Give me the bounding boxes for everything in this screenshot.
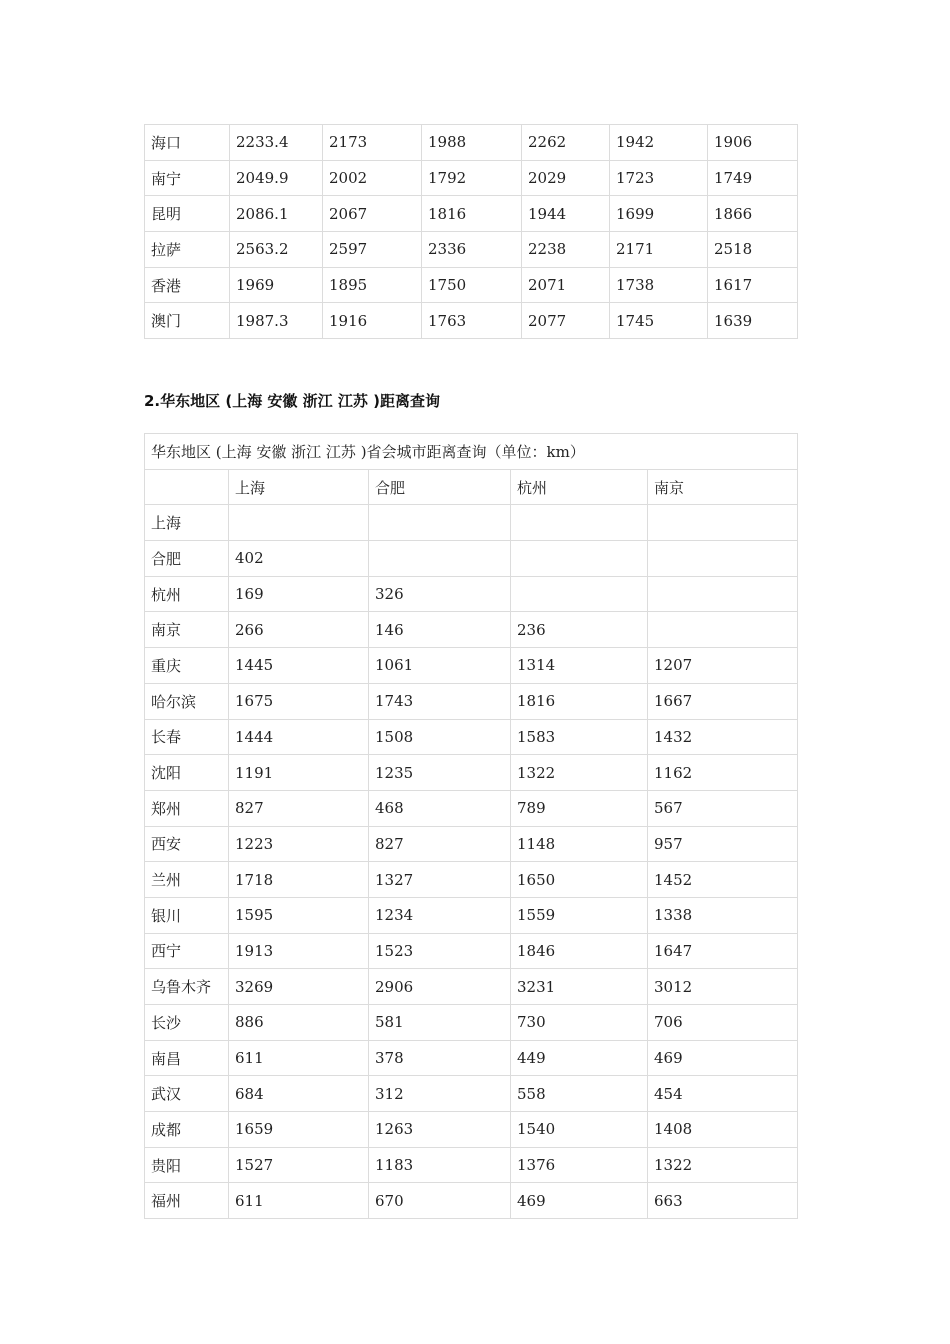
distance-cell: 2563.2 bbox=[230, 232, 323, 268]
table-row bbox=[145, 505, 798, 541]
distance-cell: 1916 bbox=[323, 303, 422, 339]
distance-cell: 1639 bbox=[708, 303, 798, 339]
table-row bbox=[145, 1112, 798, 1148]
distance-cell: 2518 bbox=[708, 232, 798, 268]
table-row bbox=[145, 826, 798, 862]
city-name-cell: 乌鲁木齐 bbox=[145, 969, 229, 1005]
table-row bbox=[145, 125, 798, 161]
city-name-cell: 香港 bbox=[145, 267, 230, 303]
distance-cell: 1942 bbox=[610, 125, 708, 161]
east-china-distance-table bbox=[144, 433, 798, 1219]
distance-cell: 1816 bbox=[422, 196, 522, 232]
table-row bbox=[145, 683, 798, 719]
distance-cell bbox=[511, 541, 648, 577]
city-name-cell: 海口 bbox=[145, 125, 230, 161]
table-row bbox=[145, 719, 798, 755]
distance-cell: 469 bbox=[648, 1040, 798, 1076]
city-name-cell: 澳门 bbox=[145, 303, 230, 339]
distance-cell: 1745 bbox=[610, 303, 708, 339]
distance-cell: 1969 bbox=[230, 267, 323, 303]
city-name-cell: 昆明 bbox=[145, 196, 230, 232]
distance-cell: 1207 bbox=[648, 648, 798, 684]
distance-cell: 1675 bbox=[229, 683, 369, 719]
distance-cell: 3269 bbox=[229, 969, 369, 1005]
distance-cell: 469 bbox=[511, 1183, 648, 1219]
distance-cell: 402 bbox=[229, 541, 369, 577]
distance-cell: 1559 bbox=[511, 897, 648, 933]
table-row bbox=[145, 267, 798, 303]
distance-cell: 684 bbox=[229, 1076, 369, 1112]
header-cell: 合肥 bbox=[369, 469, 511, 505]
table-row bbox=[145, 1040, 798, 1076]
distance-cell: 730 bbox=[511, 1005, 648, 1041]
distance-cell: 567 bbox=[648, 790, 798, 826]
distance-cell: 449 bbox=[511, 1040, 648, 1076]
distance-cell: 1595 bbox=[229, 897, 369, 933]
distance-cell: 1699 bbox=[610, 196, 708, 232]
distance-cell: 454 bbox=[648, 1076, 798, 1112]
city-name-cell: 武汉 bbox=[145, 1076, 229, 1112]
table-row bbox=[145, 648, 798, 684]
table-row bbox=[145, 612, 798, 648]
distance-cell: 2262 bbox=[522, 125, 610, 161]
distance-cell: 2029 bbox=[522, 160, 610, 196]
distance-cell: 1432 bbox=[648, 719, 798, 755]
distance-cell: 1183 bbox=[369, 1147, 511, 1183]
city-name-cell: 福州 bbox=[145, 1183, 229, 1219]
distance-cell bbox=[229, 505, 369, 541]
distance-cell: 1647 bbox=[648, 933, 798, 969]
city-name-cell: 西安 bbox=[145, 826, 229, 862]
distance-cell: 3012 bbox=[648, 969, 798, 1005]
distance-cell: 2906 bbox=[369, 969, 511, 1005]
distance-cell bbox=[369, 505, 511, 541]
distance-cell: 378 bbox=[369, 1040, 511, 1076]
distance-cell: 1148 bbox=[511, 826, 648, 862]
distance-cell bbox=[648, 505, 798, 541]
distance-cell: 2171 bbox=[610, 232, 708, 268]
distance-cell: 326 bbox=[369, 576, 511, 612]
table-row bbox=[145, 303, 798, 339]
distance-cell: 1540 bbox=[511, 1112, 648, 1148]
city-name-cell: 长春 bbox=[145, 719, 229, 755]
distance-cell: 1263 bbox=[369, 1112, 511, 1148]
distance-cell: 1408 bbox=[648, 1112, 798, 1148]
distance-cell bbox=[648, 541, 798, 577]
distance-cell: 1191 bbox=[229, 755, 369, 791]
distance-cell: 2086.1 bbox=[230, 196, 323, 232]
distance-cell: 236 bbox=[511, 612, 648, 648]
header-cell bbox=[145, 469, 229, 505]
table-row bbox=[145, 541, 798, 577]
city-name-cell: 南京 bbox=[145, 612, 229, 648]
distance-cell: 611 bbox=[229, 1040, 369, 1076]
distance-cell: 1743 bbox=[369, 683, 511, 719]
distance-cell: 2067 bbox=[323, 196, 422, 232]
distance-cell: 1723 bbox=[610, 160, 708, 196]
distance-cell: 1235 bbox=[369, 755, 511, 791]
distance-cell: 663 bbox=[648, 1183, 798, 1219]
table-caption: 华东地区 (上海 安徽 浙江 江苏 )省会城市距离查询（单位：km） bbox=[145, 434, 798, 470]
distance-cell bbox=[648, 576, 798, 612]
distance-cell: 1738 bbox=[610, 267, 708, 303]
distance-cell: 3231 bbox=[511, 969, 648, 1005]
distance-cell: 1988 bbox=[422, 125, 522, 161]
distance-cell: 581 bbox=[369, 1005, 511, 1041]
distance-cell: 1452 bbox=[648, 862, 798, 898]
table-row bbox=[145, 933, 798, 969]
city-name-cell: 成都 bbox=[145, 1112, 229, 1148]
table-header-row bbox=[145, 469, 798, 505]
table-row bbox=[145, 1147, 798, 1183]
distance-cell: 1444 bbox=[229, 719, 369, 755]
city-name-cell: 南宁 bbox=[145, 160, 230, 196]
distance-cell: 1749 bbox=[708, 160, 798, 196]
distance-cell bbox=[648, 612, 798, 648]
header-cell: 上海 bbox=[229, 469, 369, 505]
distance-cell: 146 bbox=[369, 612, 511, 648]
distance-cell: 1906 bbox=[708, 125, 798, 161]
table-row bbox=[145, 1183, 798, 1219]
table1-body bbox=[145, 125, 798, 339]
table-row bbox=[145, 790, 798, 826]
distance-cell: 1650 bbox=[511, 862, 648, 898]
distance-cell: 670 bbox=[369, 1183, 511, 1219]
table2-body bbox=[145, 434, 798, 1219]
city-name-cell: 贵阳 bbox=[145, 1147, 229, 1183]
distance-cell: 2233.4 bbox=[230, 125, 323, 161]
distance-cell: 2238 bbox=[522, 232, 610, 268]
city-name-cell: 上海 bbox=[145, 505, 229, 541]
city-name-cell: 长沙 bbox=[145, 1005, 229, 1041]
city-name-cell: 沈阳 bbox=[145, 755, 229, 791]
distance-cell: 1223 bbox=[229, 826, 369, 862]
distance-cell: 1792 bbox=[422, 160, 522, 196]
distance-cell: 1659 bbox=[229, 1112, 369, 1148]
distance-cell: 706 bbox=[648, 1005, 798, 1041]
distance-cell: 611 bbox=[229, 1183, 369, 1219]
distance-cell: 1617 bbox=[708, 267, 798, 303]
city-name-cell: 哈尔滨 bbox=[145, 683, 229, 719]
distance-cell: 2002 bbox=[323, 160, 422, 196]
distance-cell: 1527 bbox=[229, 1147, 369, 1183]
distance-cell: 2077 bbox=[522, 303, 610, 339]
table-row bbox=[145, 969, 798, 1005]
distance-cell: 886 bbox=[229, 1005, 369, 1041]
distance-cell: 2049.9 bbox=[230, 160, 323, 196]
distance-cell: 1061 bbox=[369, 648, 511, 684]
distance-cell: 1508 bbox=[369, 719, 511, 755]
distance-cell: 789 bbox=[511, 790, 648, 826]
distance-cell: 1763 bbox=[422, 303, 522, 339]
distance-cell: 1866 bbox=[708, 196, 798, 232]
distance-cell: 312 bbox=[369, 1076, 511, 1112]
distance-cell: 1338 bbox=[648, 897, 798, 933]
distance-cell bbox=[511, 576, 648, 612]
city-name-cell: 银川 bbox=[145, 897, 229, 933]
distance-cell: 1314 bbox=[511, 648, 648, 684]
distance-cell: 2597 bbox=[323, 232, 422, 268]
distance-cell bbox=[511, 505, 648, 541]
city-name-cell: 拉萨 bbox=[145, 232, 230, 268]
city-name-cell: 合肥 bbox=[145, 541, 229, 577]
header-cell: 南京 bbox=[648, 469, 798, 505]
distance-cell: 2173 bbox=[323, 125, 422, 161]
distance-cell: 1523 bbox=[369, 933, 511, 969]
distance-cell bbox=[369, 541, 511, 577]
distance-cell: 827 bbox=[229, 790, 369, 826]
table-row bbox=[145, 897, 798, 933]
city-name-cell: 杭州 bbox=[145, 576, 229, 612]
distance-cell: 1987.3 bbox=[230, 303, 323, 339]
table-row bbox=[145, 576, 798, 612]
table-row bbox=[145, 1076, 798, 1112]
distance-cell: 957 bbox=[648, 826, 798, 862]
table-row bbox=[145, 755, 798, 791]
distance-cell: 1913 bbox=[229, 933, 369, 969]
distance-cell: 1322 bbox=[648, 1147, 798, 1183]
distance-cell: 468 bbox=[369, 790, 511, 826]
distance-cell: 1944 bbox=[522, 196, 610, 232]
distance-cell: 1583 bbox=[511, 719, 648, 755]
distance-cell: 1718 bbox=[229, 862, 369, 898]
distance-cell: 1445 bbox=[229, 648, 369, 684]
distance-cell: 1234 bbox=[369, 897, 511, 933]
city-name-cell: 兰州 bbox=[145, 862, 229, 898]
city-name-cell: 南昌 bbox=[145, 1040, 229, 1076]
city-name-cell: 西宁 bbox=[145, 933, 229, 969]
distance-cell: 1376 bbox=[511, 1147, 648, 1183]
distance-cell: 558 bbox=[511, 1076, 648, 1112]
distance-cell: 827 bbox=[369, 826, 511, 862]
city-name-cell: 重庆 bbox=[145, 648, 229, 684]
distance-cell: 1816 bbox=[511, 683, 648, 719]
distance-cell: 1162 bbox=[648, 755, 798, 791]
distance-cell: 1667 bbox=[648, 683, 798, 719]
distance-cell: 1750 bbox=[422, 267, 522, 303]
section-heading: 2.华东地区 (上海 安徽 浙江 江苏 )距离查询 bbox=[144, 392, 440, 410]
distance-cell: 169 bbox=[229, 576, 369, 612]
distance-cell: 1895 bbox=[323, 267, 422, 303]
table-caption-row bbox=[145, 434, 798, 470]
distance-cell: 266 bbox=[229, 612, 369, 648]
table-row bbox=[145, 232, 798, 268]
distance-table-continued bbox=[144, 124, 798, 339]
table-row bbox=[145, 160, 798, 196]
table-row bbox=[145, 1005, 798, 1041]
distance-cell: 1846 bbox=[511, 933, 648, 969]
distance-cell: 1322 bbox=[511, 755, 648, 791]
header-cell: 杭州 bbox=[511, 469, 648, 505]
table-row bbox=[145, 196, 798, 232]
city-name-cell: 郑州 bbox=[145, 790, 229, 826]
distance-cell: 1327 bbox=[369, 862, 511, 898]
distance-cell: 2071 bbox=[522, 267, 610, 303]
table-row bbox=[145, 862, 798, 898]
distance-cell: 2336 bbox=[422, 232, 522, 268]
